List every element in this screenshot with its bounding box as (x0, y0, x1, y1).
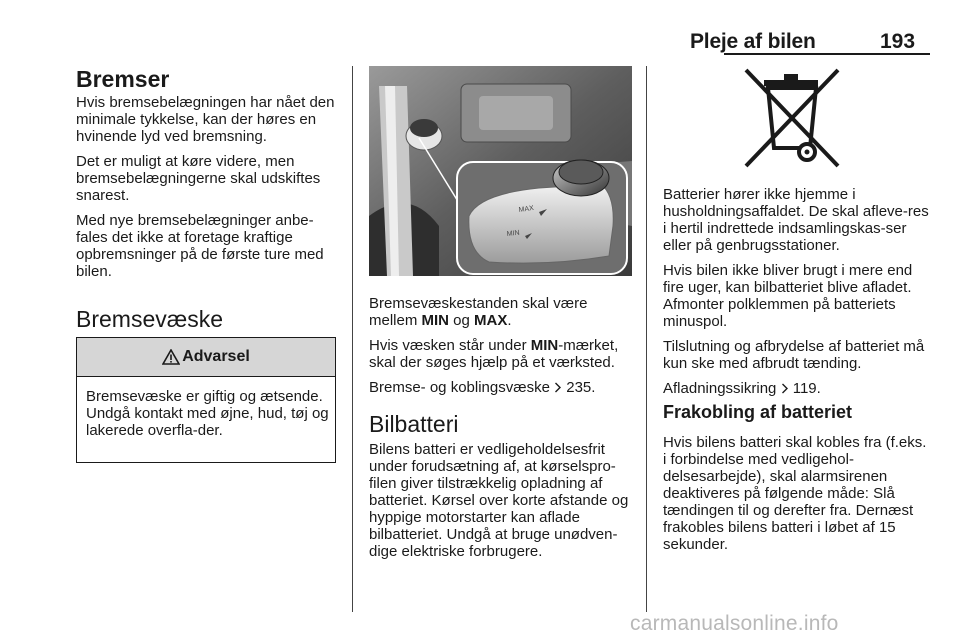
paragraph: Batterier hører ikke hjemme i husholdningsaffaldet. De skal afleve-res i hertil indrettede indsamlingskas-ser eller på genbrugsstationer. (663, 186, 929, 254)
column-divider (646, 66, 647, 612)
warning-header (77, 338, 335, 377)
page-ref-number: 235. (566, 379, 596, 396)
max-mark: MAX (474, 312, 508, 329)
warning-text: Bremsevæske er giftig og ætsende. Undgå kontakt med øjne, hud, tøj og lakerede overfla-der. (86, 388, 329, 439)
brake-fluid-reservoir-photo (369, 66, 632, 276)
page-reference (369, 379, 635, 396)
page-number: 193 (880, 30, 916, 53)
battery-text: Bilens batteri er vedligeholdelsesfrit under forudsætning af, at kørselspro-filen giver tilstrækkelig opladning af batteriet. Kørsel over korte afstande og hyppige motorstarter kan aflade bilbatteriet. Undgå at bruge unødven-dige elektriske forbrugere. (369, 441, 629, 560)
section-title-brake-fluid: Bremsevæske (76, 306, 223, 332)
warning-heading: Advarsel (182, 348, 250, 365)
page-reference-arrow-icon (554, 382, 562, 393)
paragraph: Hvis bilen ikke bliver brugt i mere end fire uger, kan bilbatteriet blive afladet. Afmonter polklemmen på batteriets minuspol. (663, 262, 913, 330)
crossed-bin-icon (740, 66, 844, 170)
max-level-mark-label: MAX (518, 204, 535, 214)
min-level-mark-label: MIN (506, 229, 520, 238)
paragraph (369, 337, 635, 371)
text: og (449, 312, 475, 329)
text: Bremsevæskestanden skal være mellem (369, 295, 588, 329)
battery-disposal-text (663, 186, 931, 405)
watermark: carmanualsonline.info (630, 612, 839, 635)
min-mark: MIN (421, 312, 450, 329)
min-mark: MIN (530, 337, 559, 354)
section-title-battery: Bilbatteri (369, 411, 459, 437)
page-header-title: Pleje af bilen (690, 30, 816, 53)
brakes-text (76, 94, 342, 288)
text: Bremse- og koblingsvæske (369, 379, 555, 396)
warning-box (76, 337, 336, 463)
text: -mærket, skal der søges hjælp på et værksted. (369, 337, 619, 371)
paragraph (369, 295, 635, 329)
header-rule (724, 53, 930, 55)
paragraph: Hvis bremsebelægningen har nået den minimale tykkelse, kan der høres en hvinende lyd ved bremsning. (76, 94, 335, 145)
page-ref-number: 119. (792, 380, 821, 397)
page-reference (663, 380, 931, 397)
text: Hvis væsken står under (369, 337, 531, 354)
page-reference-arrow-icon (781, 383, 789, 394)
paragraph: Med nye bremsebelægninger anbe-fales det ikke at foretage kraftige opbremsninger på de første ture med bilen. (76, 212, 324, 280)
column-divider (352, 66, 353, 612)
warning-triangle-icon (162, 349, 180, 365)
text: . (507, 312, 512, 329)
section-title-disconnect-battery: Frakobling af batteriet (663, 402, 853, 422)
paragraph: Tilslutning og afbrydelse af batteriet må kun ske med afbrudt tænding. (663, 338, 925, 372)
brake-fluid-level-text (369, 295, 635, 404)
text: Afladningssikring (663, 380, 781, 397)
disconnect-text: Hvis bilens batteri skal kobles fra (f.eks. i forbindelse med vedligehol-delsesarbejde), skal alarmsirenen deaktiveres på følgende måde: Slå tændingen til og derefter fra. Dernæst frakobles bilens batteri i løbet af 15 sekunder. (663, 434, 927, 553)
section-title-brakes: Bremser (76, 66, 170, 92)
paragraph: Det er muligt at køre videre, men bremsebelægningerne skal udskiftes snarest. (76, 153, 321, 204)
